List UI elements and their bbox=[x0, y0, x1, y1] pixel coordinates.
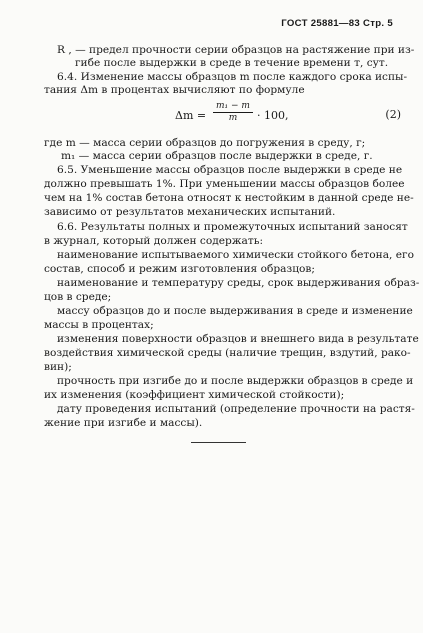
formula-lhs: Δm = bbox=[175, 109, 207, 122]
text-line: прочность при изгибе до и после выдержки образцов в среде и bbox=[57, 375, 414, 387]
text-line: цов в среде; bbox=[44, 291, 112, 303]
text-line: жение при изгибе и массы). bbox=[44, 417, 203, 429]
text-line: их изменения (коэффициент химической стойкости); bbox=[44, 389, 345, 401]
text-line: дату проведения испытаний (определение прочности на растя- bbox=[57, 403, 415, 415]
text-line: где m — масса серии образцов до погружения в среду, г; bbox=[44, 137, 366, 149]
text-line: массу образцов до и после выдерживания в среде и изменение bbox=[57, 305, 413, 317]
page-header: ГОСТ 25881—83 Стр. 5 bbox=[281, 18, 393, 29]
text-line: в журнал, который должен содержать: bbox=[44, 235, 264, 247]
text-line: наименование испытываемого химически стойкого бетона, его bbox=[57, 249, 414, 261]
formula-denominator: m bbox=[228, 113, 238, 123]
text-line: 6.5. Уменьшение массы образцов после выдержки в среде не bbox=[57, 164, 403, 176]
equation-number: (2) bbox=[385, 108, 401, 121]
text-line: m₁ — масса серии образцов после выдержки в среде, г. bbox=[61, 150, 373, 162]
text-line: зависимо от результатов механических испытаний. bbox=[44, 206, 336, 218]
text-line: 6.6. Результаты полных и промежуточных испытаний заносят bbox=[57, 221, 408, 233]
text-line: состав, способ и режим изготовления образцов; bbox=[44, 263, 315, 275]
text-line: вин); bbox=[44, 361, 72, 373]
end-rule bbox=[191, 442, 246, 443]
text-line: изменения поверхности образцов и внешнего вида в результате bbox=[57, 333, 419, 345]
text-line: 6.4. Изменение массы образцов m после каждого срока испы- bbox=[57, 71, 408, 83]
text-line: наименование и температуру среды, срок выдерживания образ- bbox=[57, 277, 420, 289]
formula-tail: · 100, bbox=[257, 109, 289, 122]
text-line: должно превышать 1%. При уменьшении массы образцов более bbox=[44, 178, 405, 190]
text-line: чем на 1% состав бетона относят к нестойким в данной среде не- bbox=[44, 192, 414, 204]
formula-fraction bbox=[213, 101, 253, 123]
text-line: массы в процентах; bbox=[44, 319, 154, 331]
text-line: R , — предел прочности серии образцов на растяжение при из- bbox=[57, 44, 415, 56]
text-line: тания Δm в процентах вычисляют по формуле bbox=[44, 84, 305, 96]
text-line: воздействия химической среды (наличие трещин, вздутий, рако- bbox=[44, 347, 411, 359]
formula-numerator: m₁ − m bbox=[213, 101, 253, 113]
text-line: гибе после выдержки в среде в течение времени т, сут. bbox=[75, 57, 389, 69]
